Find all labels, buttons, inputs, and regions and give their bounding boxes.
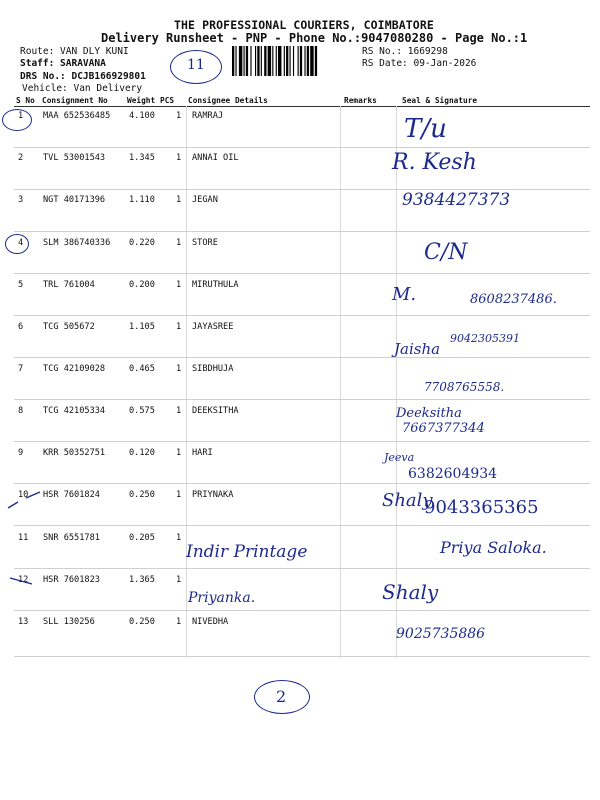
row-sno: 3 [18, 195, 24, 205]
handwritten-tick-mark [8, 574, 38, 588]
row-pcs: 1 [176, 575, 182, 585]
signature-row10-name: Shaly [382, 490, 433, 511]
signature-row11-a: Indir Printage [186, 542, 308, 562]
signature-row6-phone: 9042305391 [450, 332, 520, 345]
row-consignee: NIVEDHA [192, 617, 229, 627]
row-divider [14, 483, 590, 484]
row-pcs: 1 [176, 490, 182, 500]
row-weight: 1.110 [129, 195, 155, 205]
row-divider [14, 610, 590, 611]
signature-row8-name: Deeksitha [396, 406, 462, 421]
row-sno: 13 [18, 617, 29, 627]
row-pcs: 1 [176, 406, 182, 416]
drs-number: DRS No.: DCJB166929801 [20, 71, 146, 82]
row-sno: 12 [18, 575, 29, 585]
row-pcs: 1 [176, 617, 182, 627]
row-consignment-no: TRL 761004 [43, 280, 95, 290]
row-pcs: 1 [176, 238, 182, 248]
row-pcs: 1 [176, 322, 182, 332]
row-weight: 0.220 [129, 238, 155, 248]
row-pcs: 1 [176, 280, 182, 290]
row-divider [14, 568, 590, 569]
row-pcs: 1 [176, 533, 182, 543]
signature-row11-b: Priya Saloka. [440, 538, 547, 557]
row-weight: 0.250 [129, 490, 155, 500]
page-title: THE PROFESSIONAL COURIERS, COIMBATORE [174, 18, 434, 32]
row-consignment-no: HSR 7601823 [43, 575, 100, 585]
row-divider [14, 231, 590, 232]
row-weight: 0.465 [129, 364, 155, 374]
row-consignment-no: HSR 7601824 [43, 490, 100, 500]
row-consignment-no: SNR 6551781 [43, 533, 100, 543]
row-consignee: ANNAI OIL [192, 153, 239, 163]
row-consignee: PRIYNAKA [192, 490, 234, 500]
row-consignee: JAYASREE [192, 322, 234, 332]
row-consignment-no: TVL 53001543 [43, 153, 106, 163]
row-weight: 4.100 [129, 111, 155, 121]
row-sno: 11 [18, 533, 29, 543]
signature-row12-a: Priyanka. [188, 590, 256, 606]
handwritten-page-number: 2 [254, 680, 310, 714]
row-consignment-no: KRR 50352751 [43, 448, 106, 458]
row-weight: 1.105 [129, 322, 155, 332]
row-sno: 9 [18, 448, 24, 458]
row-consignment-no: NGT 40171396 [43, 195, 106, 205]
row-pcs: 1 [176, 111, 182, 121]
row-consignee: HARI [192, 448, 213, 458]
signature-row5-phone: 8608237486. [470, 292, 557, 307]
signature-row13-phone: 9025735886 [396, 626, 486, 642]
col-header-consignment: Consignment No [42, 96, 108, 105]
header-rule [14, 106, 590, 107]
signature-row9-phone: 6382604934 [408, 466, 498, 482]
row-sno: 8 [18, 406, 24, 416]
row-consignee: JEGAN [192, 195, 218, 205]
route-label: Route: VAN DLY KUNI [20, 46, 129, 57]
col-header-consignee: Consignee Details [188, 96, 268, 105]
vehicle-label: Vehicle: Van Delivery [22, 83, 143, 94]
signature-row6-name: Jaisha [394, 340, 441, 358]
row-divider [14, 147, 590, 148]
signature-row3: 9384427373 [402, 190, 511, 210]
row-divider [14, 273, 590, 274]
row-consignment-no: TCG 42109028 [43, 364, 106, 374]
row-sno: 2 [18, 153, 24, 163]
row-weight: 0.205 [129, 533, 155, 543]
row-consignee: RAMRAJ [192, 111, 224, 121]
row-divider [14, 357, 590, 358]
signature-row5-name: M. [392, 284, 417, 305]
col-header-sno: S No [16, 96, 35, 105]
signature-row8-phone: 7667377344 [402, 421, 485, 436]
row-sno: 6 [18, 322, 24, 332]
col-header-signature: Seal & Signature [402, 96, 478, 105]
staff-label: Staff: SARAVANA [20, 58, 106, 69]
row-consignment-no: TCG 42105334 [43, 406, 106, 416]
row-consignment-no: SLM 386740336 [43, 238, 111, 248]
row-divider [14, 525, 590, 526]
row-pcs: 1 [176, 364, 182, 374]
handwritten-circle-mark [2, 109, 32, 131]
row-sno: 10 [18, 490, 29, 500]
row-sno: 5 [18, 280, 24, 290]
signature-row1: T/u [404, 114, 447, 144]
col-header-pcs: PCS [160, 96, 175, 105]
row-sno: 1 [18, 111, 24, 121]
row-consignment-no: TCG 505672 [43, 322, 95, 332]
row-pcs: 1 [176, 448, 182, 458]
row-divider [14, 315, 590, 316]
row-weight: 1.345 [129, 153, 155, 163]
row-divider [14, 441, 590, 442]
signature-row4: C/N [424, 240, 468, 265]
row-sno: 4 [18, 238, 24, 248]
row-consignee: MIRUTHULA [192, 280, 239, 290]
row-pcs: 1 [176, 153, 182, 163]
row-weight: 0.120 [129, 448, 155, 458]
row-weight: 0.200 [129, 280, 155, 290]
signature-row12-b: Shaly [382, 580, 439, 604]
row-weight: 0.575 [129, 406, 155, 416]
col-header-weight: Weight [127, 96, 156, 105]
handwritten-tick-mark [6, 488, 46, 518]
row-consignee: DEEKSITHA [192, 406, 239, 416]
row-pcs: 1 [176, 195, 182, 205]
row-consignment-no: MAA 652536485 [43, 111, 111, 121]
row-consignment-no: SLL 130256 [43, 617, 95, 627]
row-consignee: SIBDHUJA [192, 364, 234, 374]
signature-row9-name: Jeeva [384, 451, 415, 464]
row-weight: 0.250 [129, 617, 155, 627]
row-weight: 1.365 [129, 575, 155, 585]
signature-row2: R. Kesh [392, 150, 477, 175]
row-divider [14, 399, 590, 400]
barcode [232, 46, 360, 76]
rs-date: RS Date: 09-Jan-2026 [362, 58, 477, 69]
row-sno: 7 [18, 364, 24, 374]
handwritten-page-count: 11 [170, 50, 222, 84]
page-subtitle: Delivery Runsheet - PNP - Phone No.:9047080280 - Page No.:1 [101, 31, 528, 45]
signature-row10-phone: 9043365365 [424, 497, 539, 518]
signature-row7: 7708765558. [424, 380, 505, 394]
row-consignee: STORE [192, 238, 218, 248]
rs-number: RS No.: 1669298 [362, 46, 448, 57]
col-header-remarks: Remarks [344, 96, 377, 105]
row-divider [14, 656, 590, 657]
handwritten-circle-mark [5, 234, 29, 254]
